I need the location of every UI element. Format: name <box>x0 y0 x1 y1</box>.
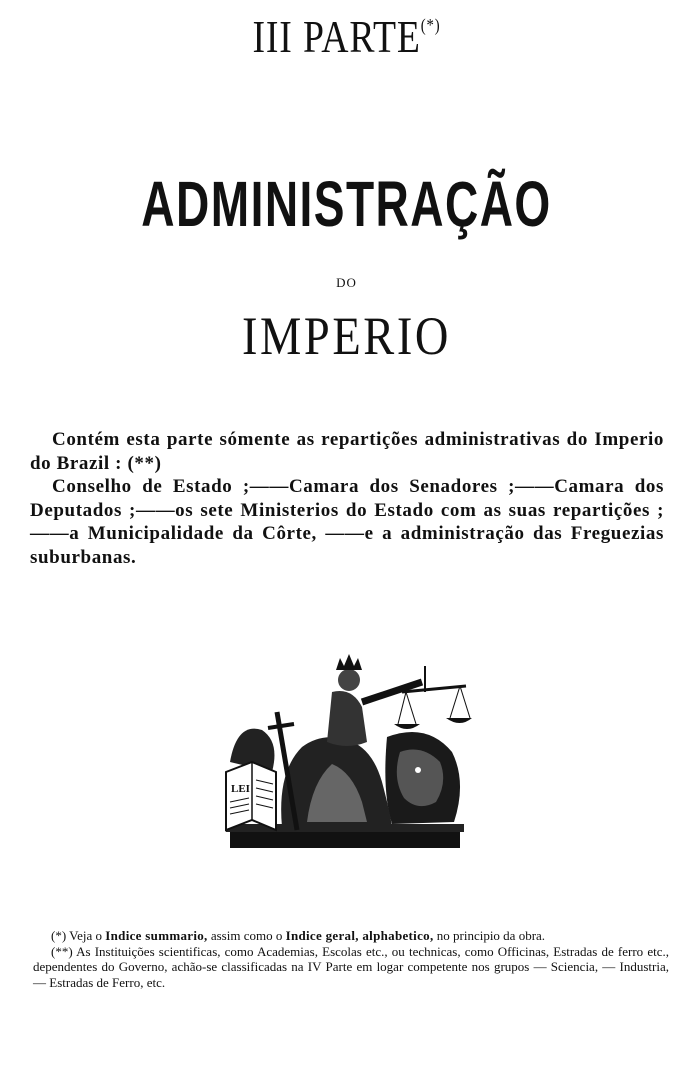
footnotes <box>33 928 669 990</box>
footnote-1-text: (*) Veja o <box>51 928 106 943</box>
footnote-1-text-mid: assim como o <box>207 928 286 943</box>
part-heading <box>62 11 630 62</box>
footnote-1-text-end: no principio da obra. <box>433 928 546 943</box>
part-footnote-mark: (*) <box>420 15 441 35</box>
description-paragraph-2: Conselho de Estado ;——Camara dos Senadores ;——Camara dos Deputados ;——os sete Ministerios do Estado com as suas repartições ;——a Municipalidade da Côrte, ——e a administração das Freguezias suburbanas. <box>30 476 664 568</box>
description-paragraph-1: Contém esta parte sómente as repartições administrativas do Imperio do Brazil : (**) <box>30 429 664 474</box>
main-title: ADMINISTRAÇÃO <box>141 168 552 240</box>
subtitle: IMPERIO <box>241 306 451 366</box>
footnote-2: (**) As Instituições scientificas, como Academias, Escolas etc., ou technicas, como Officinas, Estradas de ferro etc., dependentes do Governo, achão-se classificadas na IV Parte em logar competente nos grupos — Sciencia, — Industria, — Estradas de Ferro, etc. <box>33 943 669 990</box>
footnote-1-bold-index: Indice geral, alphabetico, <box>285 928 434 943</box>
title-connector: DO <box>336 275 357 290</box>
footnote-1 <box>33 928 669 944</box>
part-label: III PARTE <box>252 11 421 62</box>
book-lettering: LEI <box>231 783 250 795</box>
justice-allegory-engraving-icon <box>222 652 472 852</box>
footnote-1-bold-summary: Indice summario, <box>105 928 208 943</box>
contents-description <box>30 428 664 569</box>
